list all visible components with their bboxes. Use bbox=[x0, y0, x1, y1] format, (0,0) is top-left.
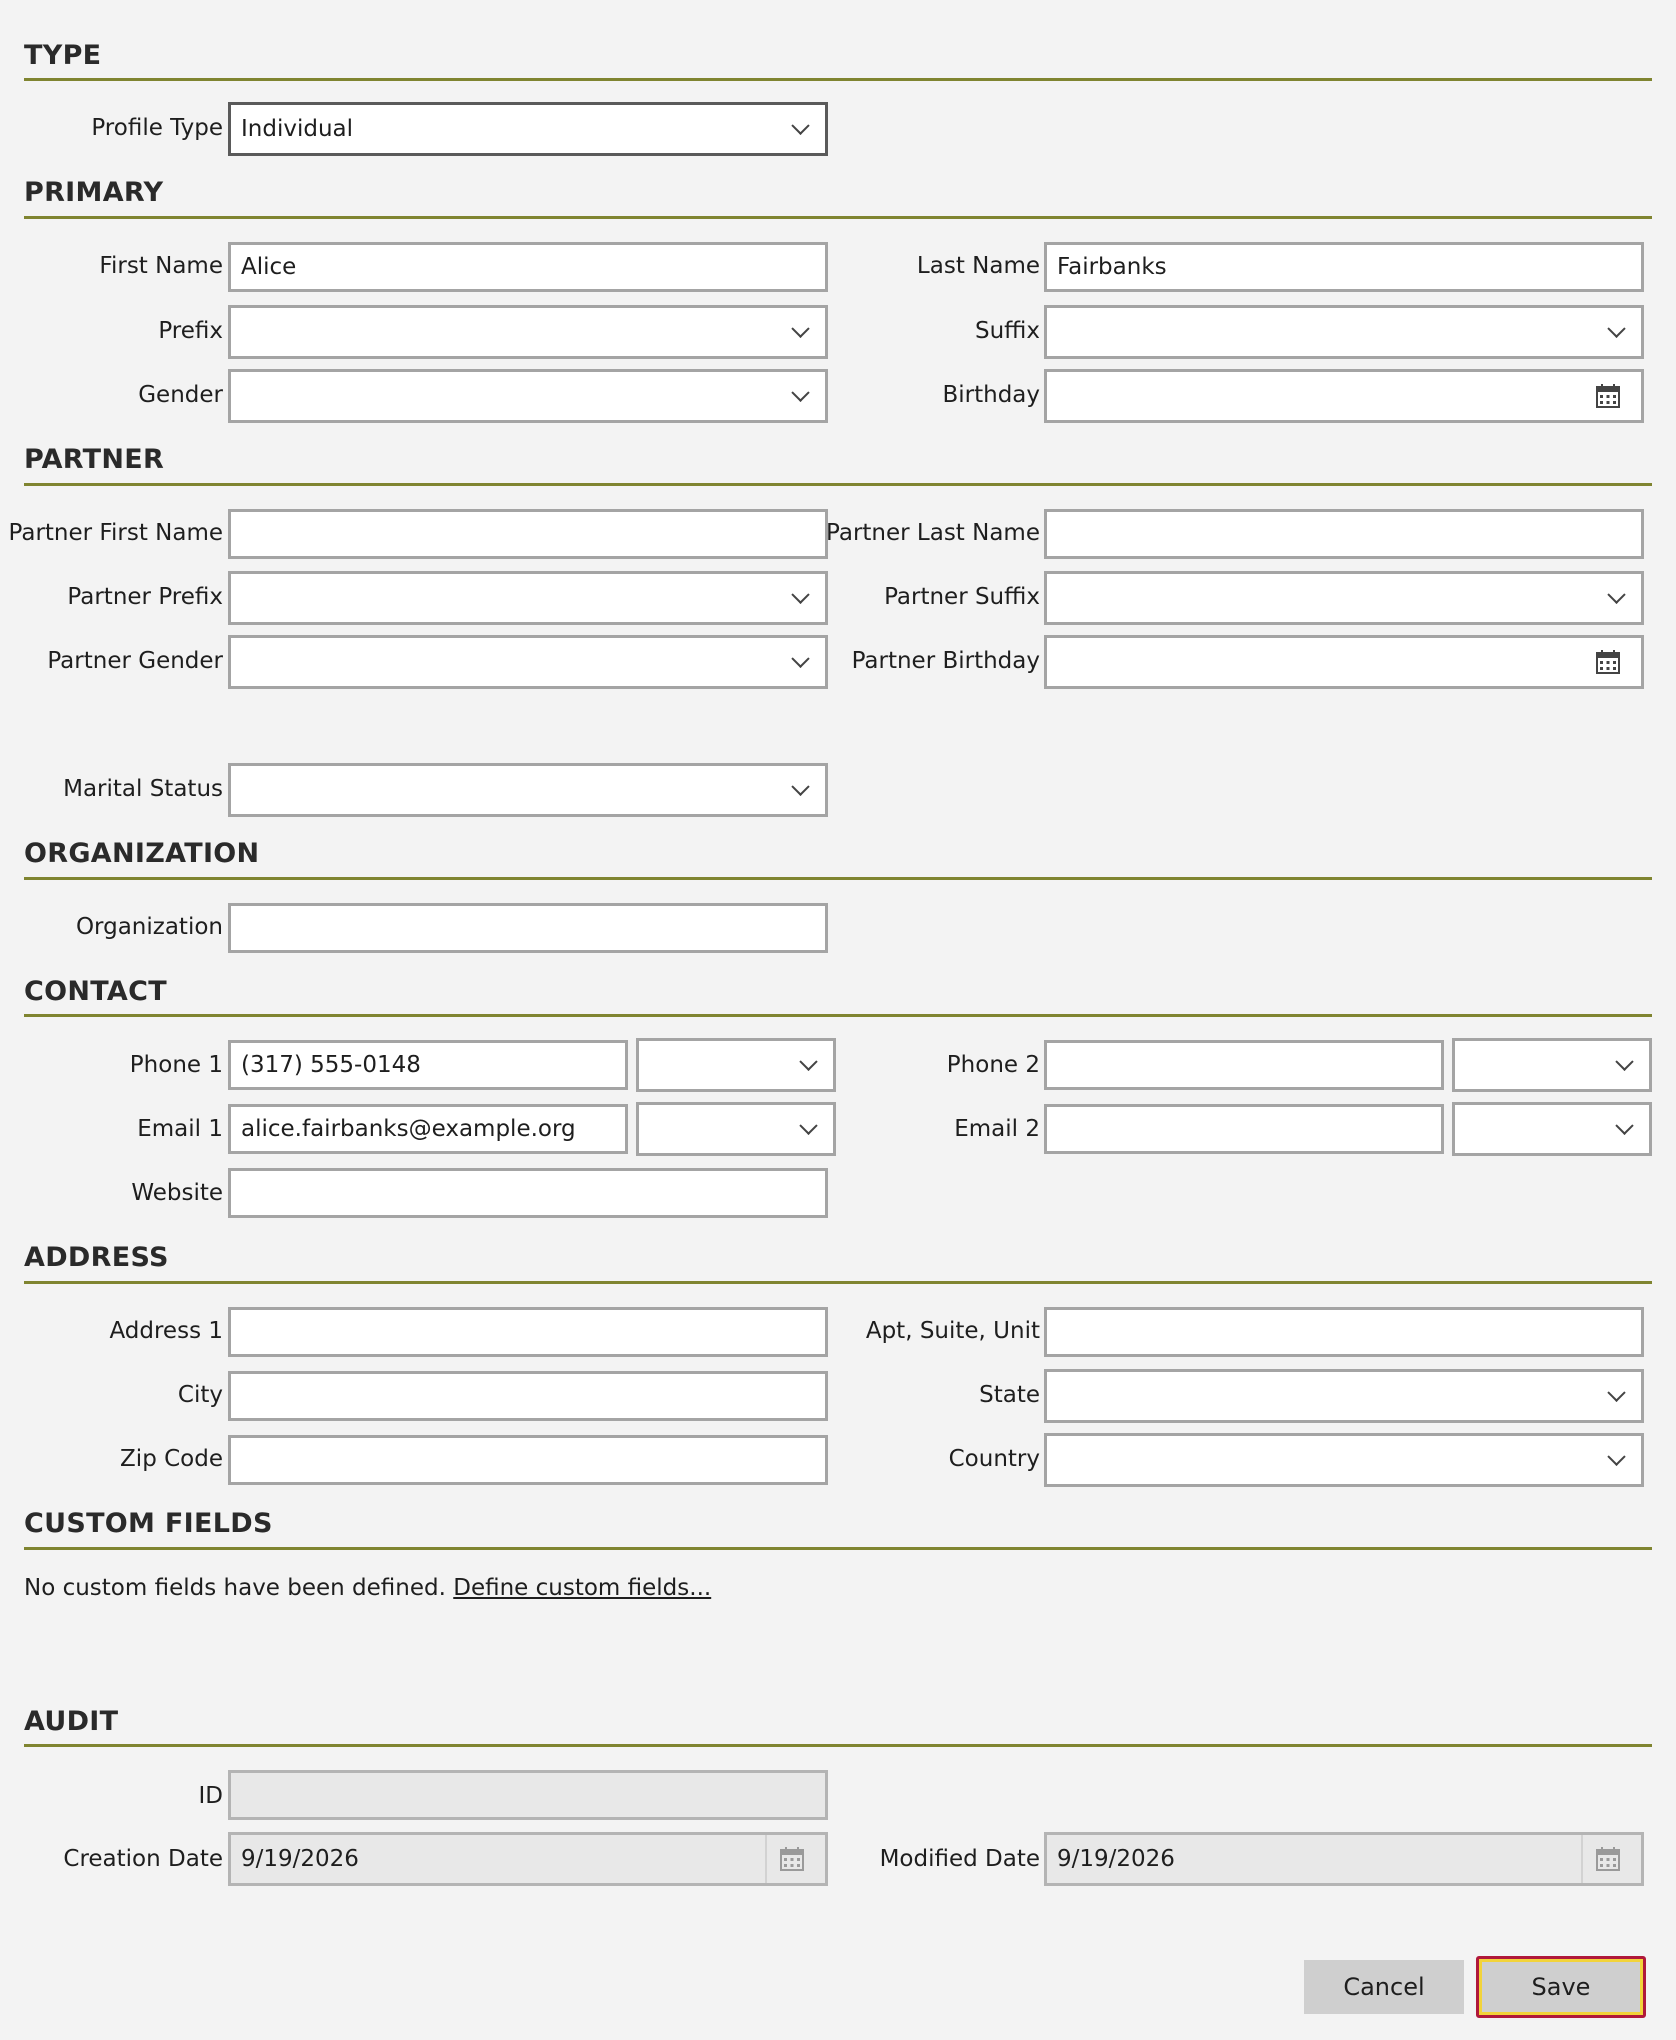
first-name-label: First Name bbox=[99, 253, 223, 279]
chevron-down-icon bbox=[791, 650, 809, 668]
calendar-icon bbox=[1595, 1846, 1621, 1872]
first-name-input[interactable] bbox=[228, 242, 828, 292]
section-title-contact: CONTACT bbox=[24, 976, 167, 1007]
email1-type-select[interactable] bbox=[636, 1102, 836, 1156]
partner-last-name-label: Partner Last Name bbox=[826, 520, 1040, 546]
email1-value: alice.fairbanks@example.org bbox=[241, 1117, 576, 1141]
email1-input[interactable] bbox=[228, 1104, 628, 1154]
organization-label: Organization bbox=[75, 914, 223, 940]
email2-input[interactable] bbox=[1044, 1104, 1444, 1154]
phone2-label: Phone 2 bbox=[946, 1052, 1040, 1078]
chevron-down-icon bbox=[1607, 1384, 1625, 1402]
organization-input[interactable] bbox=[228, 903, 828, 953]
state-select[interactable] bbox=[1044, 1369, 1644, 1423]
calendar-icon[interactable] bbox=[1595, 649, 1621, 675]
section-divider bbox=[24, 216, 1652, 219]
suffix-label: Suffix bbox=[974, 318, 1040, 344]
custom-fields-message: No custom fields have been defined. bbox=[24, 1575, 446, 1601]
state-label: State bbox=[979, 1382, 1040, 1408]
modified-date-label: Modified Date bbox=[879, 1846, 1040, 1872]
partner-suffix-label: Partner Suffix bbox=[884, 584, 1040, 610]
modified-date-value: 9/19/2026 bbox=[1057, 1847, 1175, 1871]
phone1-type-select[interactable] bbox=[636, 1038, 836, 1092]
profile-type-value: Individual bbox=[241, 117, 354, 141]
chevron-down-icon bbox=[799, 1117, 817, 1135]
gender-select[interactable] bbox=[228, 369, 828, 423]
first-name-value: Alice bbox=[241, 255, 297, 279]
partner-birthday-date-picker[interactable] bbox=[1044, 635, 1644, 689]
gender-label: Gender bbox=[138, 382, 223, 408]
chevron-down-icon bbox=[791, 320, 809, 338]
apt-input[interactable] bbox=[1044, 1307, 1644, 1357]
section-title-custom-fields: CUSTOM FIELDS bbox=[24, 1508, 273, 1539]
creation-date-value: 9/19/2026 bbox=[241, 1847, 359, 1871]
last-name-input[interactable] bbox=[1044, 242, 1644, 292]
section-divider bbox=[24, 877, 1652, 880]
partner-first-name-input[interactable] bbox=[228, 509, 828, 559]
partner-gender-select[interactable] bbox=[228, 635, 828, 689]
partner-prefix-select[interactable] bbox=[228, 571, 828, 625]
section-title-audit: AUDIT bbox=[24, 1706, 119, 1737]
birthday-label: Birthday bbox=[942, 382, 1040, 408]
zip-input[interactable] bbox=[228, 1435, 828, 1485]
phone2-type-select[interactable] bbox=[1452, 1038, 1652, 1092]
section-title-address: ADDRESS bbox=[24, 1242, 169, 1273]
chevron-down-icon bbox=[1615, 1117, 1633, 1135]
address1-input[interactable] bbox=[228, 1307, 828, 1357]
section-title-primary: PRIMARY bbox=[24, 177, 164, 208]
prefix-label: Prefix bbox=[158, 318, 223, 344]
custom-fields-note bbox=[24, 1575, 711, 1601]
chevron-down-icon bbox=[791, 778, 809, 796]
partner-last-name-input[interactable] bbox=[1044, 509, 1644, 559]
chevron-down-icon bbox=[791, 586, 809, 604]
birthday-date-picker[interactable] bbox=[1044, 369, 1644, 423]
calendar-icon[interactable] bbox=[1595, 383, 1621, 409]
partner-first-name-label: Partner First Name bbox=[8, 520, 223, 546]
creation-date-label: Creation Date bbox=[63, 1846, 223, 1872]
picker-separator bbox=[765, 1835, 767, 1883]
section-divider bbox=[24, 483, 1652, 486]
prefix-select[interactable] bbox=[228, 305, 828, 359]
partner-prefix-label: Partner Prefix bbox=[67, 584, 223, 610]
chevron-down-icon bbox=[1615, 1053, 1633, 1071]
section-divider bbox=[24, 1744, 1652, 1747]
chevron-down-icon bbox=[1607, 320, 1625, 338]
marital-status-label: Marital Status bbox=[63, 776, 223, 802]
partner-gender-label: Partner Gender bbox=[47, 648, 223, 674]
chevron-down-icon bbox=[1607, 1448, 1625, 1466]
last-name-value: Fairbanks bbox=[1057, 255, 1167, 279]
city-label: City bbox=[177, 1382, 223, 1408]
chevron-down-icon bbox=[791, 384, 809, 402]
creation-date-picker bbox=[228, 1832, 828, 1886]
modified-date-picker bbox=[1044, 1832, 1644, 1886]
country-select[interactable] bbox=[1044, 1433, 1644, 1487]
section-divider bbox=[24, 1547, 1652, 1550]
cancel-button[interactable]: Cancel bbox=[1304, 1960, 1464, 2014]
website-input[interactable] bbox=[228, 1168, 828, 1218]
calendar-icon bbox=[779, 1846, 805, 1872]
marital-status-select[interactable] bbox=[228, 763, 828, 817]
suffix-select[interactable] bbox=[1044, 305, 1644, 359]
zip-label: Zip Code bbox=[120, 1446, 223, 1472]
profile-type-select[interactable] bbox=[228, 102, 828, 156]
id-input bbox=[228, 1770, 828, 1820]
city-input[interactable] bbox=[228, 1371, 828, 1421]
partner-birthday-label: Partner Birthday bbox=[851, 648, 1040, 674]
chevron-down-icon bbox=[799, 1053, 817, 1071]
phone2-input[interactable] bbox=[1044, 1040, 1444, 1090]
apt-label: Apt, Suite, Unit bbox=[865, 1318, 1040, 1344]
section-divider bbox=[24, 1281, 1652, 1284]
website-label: Website bbox=[131, 1180, 223, 1206]
address1-label: Address 1 bbox=[109, 1318, 223, 1344]
section-title-type: TYPE bbox=[24, 40, 102, 71]
profile-type-label: Profile Type bbox=[91, 115, 223, 141]
last-name-label: Last Name bbox=[916, 253, 1040, 279]
id-label: ID bbox=[198, 1783, 223, 1809]
country-label: Country bbox=[948, 1446, 1040, 1472]
define-custom-fields-link[interactable]: Define custom fields... bbox=[453, 1575, 712, 1601]
section-divider bbox=[24, 78, 1652, 81]
chevron-down-icon bbox=[1607, 586, 1625, 604]
email1-label: Email 1 bbox=[137, 1116, 223, 1142]
phone1-label: Phone 1 bbox=[129, 1052, 223, 1078]
section-divider bbox=[24, 1014, 1652, 1017]
section-title-organization: ORGANIZATION bbox=[24, 838, 260, 869]
phone1-value: (317) 555-0148 bbox=[241, 1053, 421, 1077]
email2-type-select[interactable] bbox=[1452, 1102, 1652, 1156]
partner-suffix-select[interactable] bbox=[1044, 571, 1644, 625]
email2-label: Email 2 bbox=[954, 1116, 1040, 1142]
save-button[interactable]: Save bbox=[1476, 1956, 1646, 2018]
section-title-partner: PARTNER bbox=[24, 444, 165, 475]
phone1-input[interactable] bbox=[228, 1040, 628, 1090]
picker-separator bbox=[1581, 1835, 1583, 1883]
